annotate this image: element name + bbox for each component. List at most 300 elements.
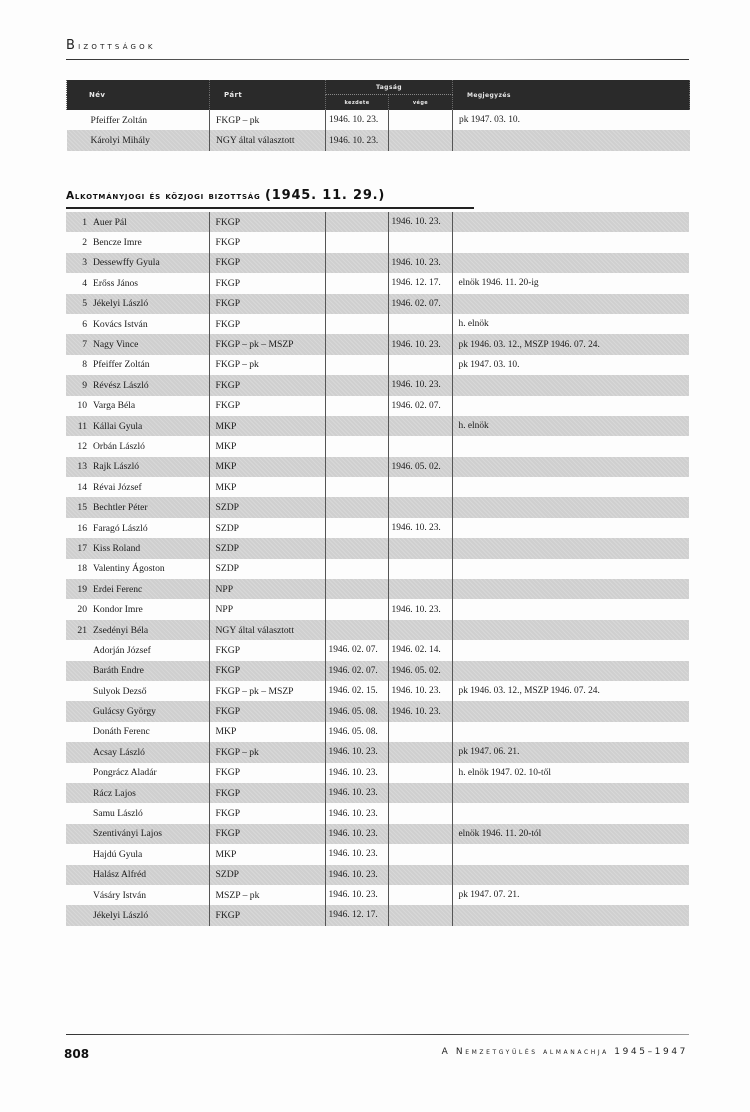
cell-start: 1946. 10. 23. — [326, 110, 389, 130]
table-row — [66, 763, 689, 783]
member-name: Rajk László — [93, 461, 140, 473]
cell-note — [452, 620, 689, 640]
cell-name — [66, 314, 209, 334]
cell-end: 1946. 02. 07. — [388, 396, 452, 416]
cell-end: 1946. 10. 23. — [388, 599, 452, 619]
table-row — [67, 130, 690, 150]
section-title-text: Alkotmányjogi és közjogi bizottság — [66, 190, 261, 202]
table-row — [66, 416, 689, 436]
cell-note: pk 1947. 06. 21. — [452, 742, 689, 762]
table-row — [66, 375, 689, 395]
cell-end — [388, 355, 452, 375]
cell-name — [66, 497, 209, 517]
member-name: Pfeiffer Zoltán — [93, 359, 150, 371]
cell-party: FKGP — [209, 273, 325, 293]
cell-name — [66, 232, 209, 252]
cell-name — [66, 579, 209, 599]
member-name: Pfeiffer Zoltán — [90, 114, 148, 126]
cell-party: SZDP — [209, 497, 325, 517]
row-number: 9 — [82, 379, 87, 391]
cell-name — [66, 722, 209, 742]
cell-end: 1946. 10. 23. — [388, 701, 452, 721]
cell-start: 1946. 10. 23. — [325, 865, 388, 885]
table-row — [66, 640, 689, 660]
cell-name — [66, 844, 209, 864]
row-number: 14 — [77, 481, 87, 493]
cell-start — [325, 273, 388, 293]
cell-note — [452, 538, 689, 558]
table-row — [66, 681, 689, 701]
cell-start: 1946. 10. 23. — [325, 742, 388, 762]
member-name: Adorján József — [93, 644, 151, 656]
cell-note: pk 1947. 03. 10. — [453, 110, 690, 130]
cell-start — [325, 232, 388, 252]
cell-party: FKGP — [209, 640, 325, 660]
cell-note — [452, 783, 689, 803]
table-row — [66, 334, 689, 354]
cell-name — [66, 518, 209, 538]
cell-end — [388, 865, 452, 885]
cell-name — [66, 538, 209, 558]
cell-start: 1946. 12. 17. — [325, 905, 388, 925]
cell-party: FKGP — [209, 783, 325, 803]
table-row — [66, 355, 689, 375]
member-name: Samu László — [93, 808, 143, 820]
cell-note — [452, 701, 689, 721]
footer-rule — [66, 1034, 689, 1035]
cell-note — [452, 396, 689, 416]
table-row — [66, 803, 689, 823]
table-row — [66, 661, 689, 681]
cell-party: NPP — [209, 579, 325, 599]
cell-party: FKGP – pk — [210, 110, 326, 130]
cell-end: 1946. 10. 23. — [388, 518, 452, 538]
table-row — [66, 396, 689, 416]
cell-note — [452, 803, 689, 823]
cell-name — [66, 885, 209, 905]
cell-end: 1946. 10. 23. — [388, 334, 452, 354]
cell-note — [452, 559, 689, 579]
row-number: 21 — [77, 624, 87, 636]
cell-name — [66, 253, 209, 273]
row-number: 13 — [77, 461, 87, 473]
cell-note — [452, 865, 689, 885]
cell-name — [66, 416, 209, 436]
cell-name — [66, 477, 209, 497]
cell-party: NGY által választott — [210, 130, 326, 150]
cell-start: 1946. 10. 23. — [325, 885, 388, 905]
table-row — [66, 824, 689, 844]
column-header-name: Név — [67, 80, 210, 110]
running-head — [66, 38, 156, 53]
cell-end — [388, 885, 452, 905]
cell-end — [388, 824, 452, 844]
member-name: Valentiny Ágoston — [93, 563, 165, 575]
cell-party: SZDP — [209, 865, 325, 885]
cell-note — [452, 844, 689, 864]
table-row — [66, 294, 689, 314]
cell-end: 1946. 10. 23. — [388, 375, 452, 395]
cell-note — [452, 640, 689, 660]
member-name: Acsay László — [93, 746, 145, 758]
table-row — [66, 742, 689, 762]
member-name: Gulácsy György — [93, 706, 156, 718]
cell-end — [388, 232, 452, 252]
row-number: 11 — [77, 420, 87, 432]
cell-name — [66, 334, 209, 354]
member-name: Erdei Ferenc — [93, 583, 143, 595]
member-name: Rácz Lajos — [93, 787, 136, 799]
member-name: Auer Pál — [93, 216, 127, 228]
cell-end — [388, 497, 452, 517]
cell-name — [66, 742, 209, 762]
member-name: Erőss János — [93, 277, 139, 289]
cell-party: FKGP — [209, 824, 325, 844]
cell-name — [66, 599, 209, 619]
cell-start — [325, 497, 388, 517]
cell-start — [325, 538, 388, 558]
cell-note: pk 1947. 07. 21. — [452, 885, 689, 905]
cell-party: FKGP — [209, 396, 325, 416]
cell-name — [66, 661, 209, 681]
member-name: Varga Béla — [93, 400, 136, 412]
header-rule — [66, 59, 689, 60]
cell-party: FKGP – pk — [209, 742, 325, 762]
row-number: 16 — [77, 522, 87, 534]
cell-end — [388, 763, 452, 783]
cell-note: h. elnök — [452, 416, 689, 436]
cell-start — [325, 416, 388, 436]
table-row — [66, 865, 689, 885]
running-head-rest: izottságok — [78, 41, 156, 52]
table-row — [66, 885, 689, 905]
table-row — [66, 844, 689, 864]
cell-start: 1946. 02. 07. — [325, 640, 388, 660]
cell-end: 1946. 05. 02. — [388, 661, 452, 681]
column-header-party: Párt — [210, 80, 326, 110]
row-number: 8 — [82, 359, 87, 371]
member-name: Halász Alfréd — [93, 869, 147, 881]
table-row — [66, 457, 689, 477]
cell-party: MKP — [209, 477, 325, 497]
table-row — [66, 436, 689, 456]
cell-name — [66, 701, 209, 721]
cell-party: MKP — [209, 436, 325, 456]
cell-end: 1946. 10. 23. — [388, 681, 452, 701]
cell-end: 1946. 12. 17. — [388, 273, 452, 293]
cell-note — [452, 457, 689, 477]
cell-end — [388, 742, 452, 762]
cell-party: MKP — [209, 457, 325, 477]
cell-name — [66, 620, 209, 640]
cell-start: 1946. 10. 23. — [325, 844, 388, 864]
member-name: Révai József — [93, 481, 142, 493]
members-table — [66, 212, 689, 926]
table-row — [66, 538, 689, 558]
cell-party: MSZP – pk — [209, 885, 325, 905]
row-number: 18 — [77, 563, 87, 575]
cell-start — [325, 212, 388, 232]
member-name: Bencze Imre — [93, 237, 142, 249]
row-number: 4 — [82, 277, 87, 289]
cell-start: 1946. 10. 23. — [325, 783, 388, 803]
cell-name — [66, 559, 209, 579]
cell-party: FKGP — [209, 763, 325, 783]
cell-end: 1946. 10. 23. — [388, 253, 452, 273]
row-number: 15 — [77, 502, 87, 514]
cell-party: SZDP — [209, 538, 325, 558]
cell-end — [389, 110, 453, 130]
cell-party: FKGP — [209, 212, 325, 232]
cell-note: pk 1947. 03. 10. — [452, 355, 689, 375]
row-number: 3 — [82, 257, 87, 269]
cell-name — [66, 783, 209, 803]
member-name: Hajdú Gyula — [93, 848, 143, 860]
cell-party: SZDP — [209, 559, 325, 579]
cell-name — [66, 396, 209, 416]
member-name: Baráth Endre — [93, 665, 144, 677]
cell-end — [388, 436, 452, 456]
cell-end — [388, 783, 452, 803]
cell-name — [66, 457, 209, 477]
cell-party: FKGP – pk – MSZP — [209, 334, 325, 354]
cell-note — [452, 518, 689, 538]
member-name: Nagy Vince — [93, 339, 139, 351]
cell-note: pk 1946. 03. 12., MSZP 1946. 07. 24. — [452, 681, 689, 701]
row-number: 19 — [77, 583, 87, 595]
cell-name — [66, 212, 209, 232]
member-name: Kállai Gyula — [93, 420, 143, 432]
cell-name — [66, 294, 209, 314]
cell-party: FKGP — [209, 314, 325, 334]
row-number: 6 — [82, 318, 87, 330]
cell-start — [325, 477, 388, 497]
cell-end: 1946. 02. 14. — [388, 640, 452, 660]
cell-note — [452, 599, 689, 619]
cell-start — [325, 334, 388, 354]
cell-start: 1946. 05. 08. — [325, 701, 388, 721]
member-name: Kiss Roland — [93, 542, 141, 554]
cell-start: 1946. 10. 23. — [325, 763, 388, 783]
table-row — [66, 518, 689, 538]
column-header-membership: Tagság — [326, 80, 453, 95]
page-number: 808 — [64, 1047, 90, 1061]
cell-start — [325, 314, 388, 334]
table-row — [66, 722, 689, 742]
running-head-initial: B — [66, 38, 79, 53]
cell-note — [452, 375, 689, 395]
cell-name — [66, 640, 209, 660]
member-name: Révész László — [93, 379, 149, 391]
cell-party: FKGP – pk — [209, 355, 325, 375]
cell-start — [325, 559, 388, 579]
cell-end: 1946. 05. 02. — [388, 457, 452, 477]
row-number: 10 — [77, 400, 87, 412]
cell-start: 1946. 10. 23. — [325, 824, 388, 844]
member-name: Kovács István — [93, 318, 148, 330]
cell-end: 1946. 02. 07. — [388, 294, 452, 314]
table-row — [66, 497, 689, 517]
table-row — [66, 314, 689, 334]
member-name: Szentiványi Lajos — [93, 828, 163, 840]
table-row — [66, 253, 689, 273]
continued-table — [66, 80, 690, 151]
cell-end — [388, 844, 452, 864]
cell-party: FKGP – pk – MSZP — [209, 681, 325, 701]
cell-party: FKGP — [209, 701, 325, 721]
member-name: Zsedényi Béla — [93, 624, 149, 636]
book-title: A Nemzetgyűlés almanachja 1945–1947 — [441, 1047, 688, 1057]
cell-note: h. elnök 1947. 02. 10-től — [452, 763, 689, 783]
member-name: Pongrácz Aladár — [93, 767, 157, 779]
row-number: 1 — [82, 216, 87, 228]
cell-party: MKP — [209, 416, 325, 436]
table-row — [66, 599, 689, 619]
member-name: Bechtler Péter — [93, 502, 148, 514]
cell-start — [325, 355, 388, 375]
member-name: Kondor Imre — [93, 604, 143, 616]
cell-name — [66, 436, 209, 456]
cell-party: FKGP — [209, 905, 325, 925]
column-header-start: kezdete — [326, 95, 389, 111]
cell-party: NPP — [209, 599, 325, 619]
cell-start — [325, 620, 388, 640]
section-rule — [66, 207, 474, 209]
cell-note: pk 1946. 03. 12., MSZP 1946. 07. 24. — [452, 334, 689, 354]
cell-name — [66, 375, 209, 395]
row-number: 5 — [82, 298, 87, 310]
cell-end — [389, 130, 453, 150]
cell-party: FKGP — [209, 661, 325, 681]
cell-end — [388, 905, 452, 925]
cell-note — [452, 477, 689, 497]
cell-start — [325, 457, 388, 477]
column-header-note: Megjegyzés — [453, 80, 690, 110]
cell-note — [452, 722, 689, 742]
continued-table-body — [67, 110, 690, 151]
members-table-body — [66, 212, 689, 926]
cell-party: MKP — [209, 844, 325, 864]
table-row — [66, 620, 689, 640]
section-title — [66, 188, 385, 203]
cell-name — [66, 865, 209, 885]
cell-name — [66, 273, 209, 293]
table-row — [66, 232, 689, 252]
member-name: Donáth Ferenc — [93, 726, 150, 738]
table-row — [66, 273, 689, 293]
cell-note: h. elnök — [452, 314, 689, 334]
row-number: 2 — [82, 237, 87, 249]
cell-start — [325, 294, 388, 314]
table-row — [66, 701, 689, 721]
row-number: 17 — [77, 542, 87, 554]
row-number: 7 — [82, 339, 87, 351]
cell-start — [325, 518, 388, 538]
cell-note — [452, 294, 689, 314]
cell-note: elnök 1946. 11. 20-tól — [452, 824, 689, 844]
cell-note — [452, 232, 689, 252]
cell-party: FKGP — [209, 294, 325, 314]
cell-end — [388, 620, 452, 640]
section-date: (1945. 11. 29.) — [265, 188, 386, 203]
cell-party: MKP — [209, 722, 325, 742]
cell-end — [388, 559, 452, 579]
cell-end — [388, 477, 452, 497]
cell-start — [325, 375, 388, 395]
cell-start: 1946. 10. 23. — [325, 803, 388, 823]
row-number: 20 — [77, 604, 87, 616]
cell-start: 1946. 10. 23. — [326, 130, 389, 150]
cell-name — [66, 803, 209, 823]
cell-name — [66, 824, 209, 844]
cell-start — [325, 599, 388, 619]
cell-party: FKGP — [209, 375, 325, 395]
cell-end: 1946. 10. 23. — [388, 212, 452, 232]
cell-party: SZDP — [209, 518, 325, 538]
row-number: 12 — [77, 440, 87, 452]
cell-start — [325, 253, 388, 273]
table-row — [66, 905, 689, 925]
cell-end — [388, 579, 452, 599]
cell-name — [67, 110, 210, 130]
cell-note — [452, 661, 689, 681]
table-row — [66, 559, 689, 579]
cell-end — [388, 314, 452, 334]
cell-start — [325, 436, 388, 456]
cell-start — [325, 579, 388, 599]
cell-end — [388, 538, 452, 558]
cell-name — [66, 763, 209, 783]
table-row — [66, 212, 689, 232]
cell-party: FKGP — [209, 253, 325, 273]
table-row — [67, 110, 690, 130]
member-name: Jékelyi László — [93, 909, 149, 921]
cell-name — [67, 130, 210, 150]
cell-note — [452, 212, 689, 232]
table-row — [66, 477, 689, 497]
cell-party: NGY által választott — [209, 620, 325, 640]
cell-party: FKGP — [209, 803, 325, 823]
cell-note — [452, 436, 689, 456]
cell-start — [325, 396, 388, 416]
cell-name — [66, 681, 209, 701]
cell-end — [388, 722, 452, 742]
member-name: Vásáry István — [93, 889, 147, 901]
cell-name — [66, 355, 209, 375]
table-row — [66, 783, 689, 803]
member-name: Jékelyi László — [93, 298, 149, 310]
cell-note — [452, 497, 689, 517]
cell-name — [66, 905, 209, 925]
member-name: Dessewffy Gyula — [93, 257, 160, 269]
cell-party: FKGP — [209, 232, 325, 252]
cell-note — [452, 905, 689, 925]
table-row — [66, 579, 689, 599]
cell-end — [388, 803, 452, 823]
cell-note — [453, 130, 690, 150]
cell-note: elnök 1946. 11. 20-ig — [452, 273, 689, 293]
cell-end — [388, 416, 452, 436]
cell-note — [452, 579, 689, 599]
member-name: Orbán László — [93, 440, 145, 452]
cell-start: 1946. 02. 15. — [325, 681, 388, 701]
cell-start: 1946. 05. 08. — [325, 722, 388, 742]
cell-note — [452, 253, 689, 273]
cell-start: 1946. 02. 07. — [325, 661, 388, 681]
member-name: Sulyok Dezső — [93, 685, 147, 697]
column-header-end: vége — [389, 95, 453, 111]
member-name: Károlyi Mihály — [90, 135, 150, 147]
